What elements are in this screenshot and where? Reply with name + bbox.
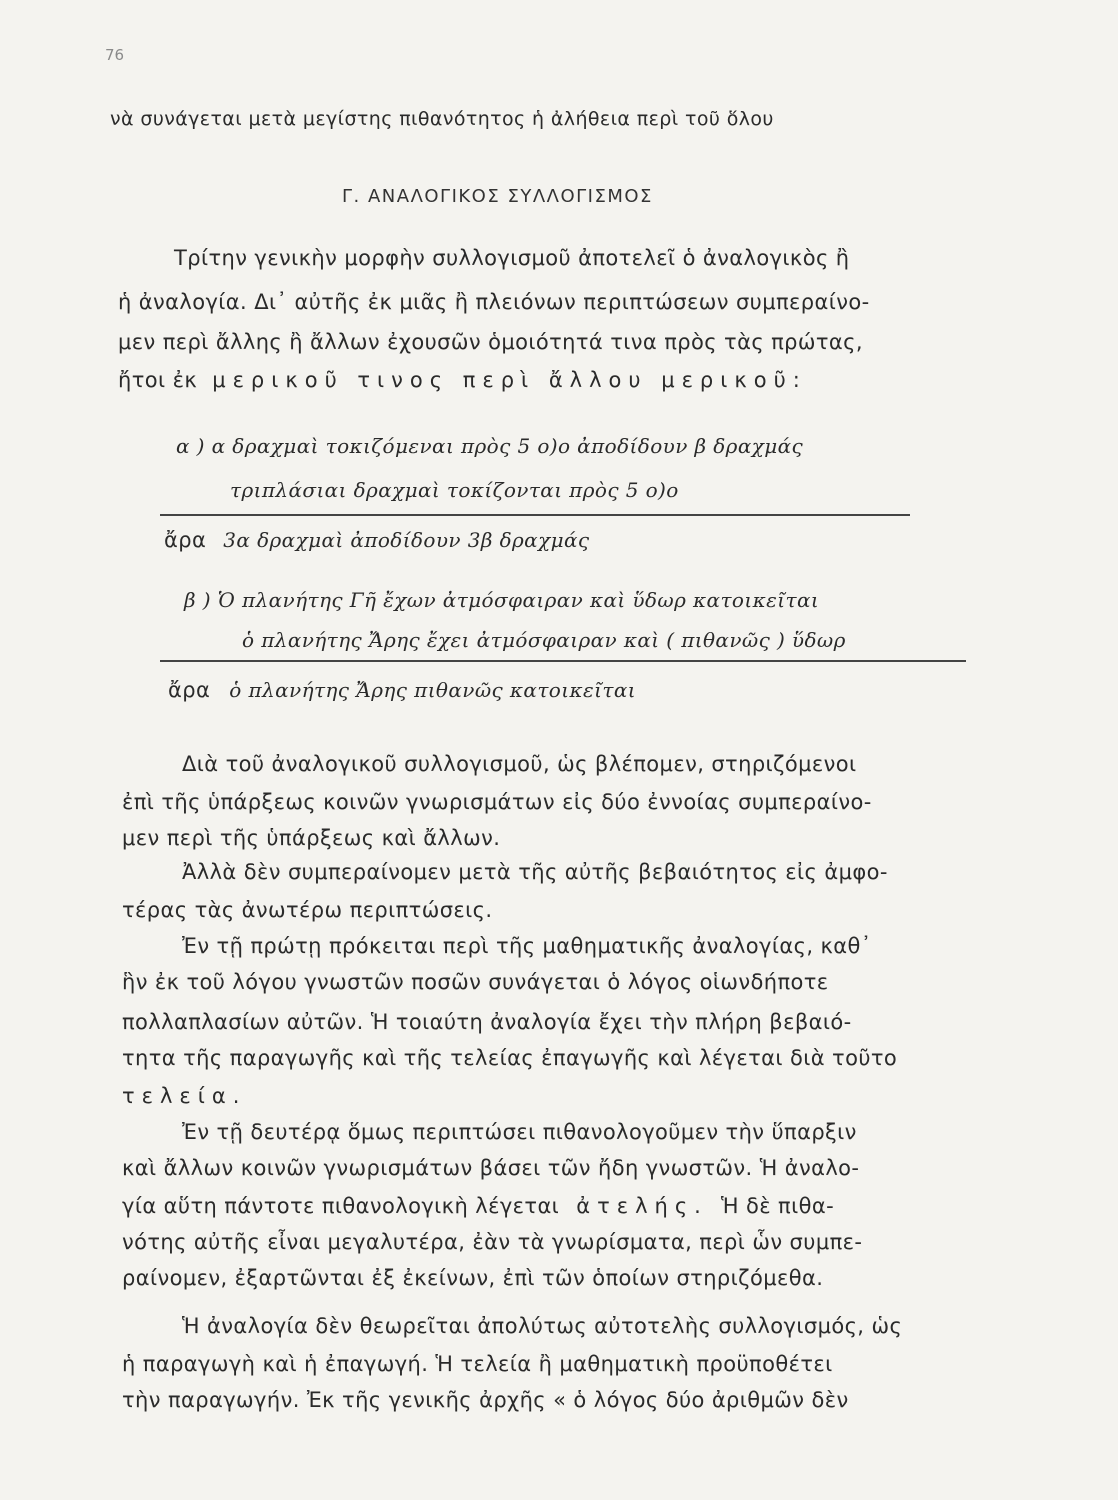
body-p2-line-1: Ἀλλὰ δὲν συμπεραίνομεν μετὰ τῆς αὐτῆς βεβαιότητος εἰς ἀμφο- (182, 860, 888, 884)
example-b-premise-1: β ) Ὁ πλανήτης Γῆ ἔχων ἀτμόσφαιραν καὶ ὕδωρ κατοικεῖται (184, 588, 820, 612)
body-p4-line-1: Ἐν τῇ δευτέρᾳ ὅμως περιπτώσει πιθανολογοῦμεν τὴν ὕπαρξιν (182, 1120, 857, 1144)
body-p4-line-4: νότης αὐτῆς εἶναι μεγαλυτέρα, ἐὰν τὰ γνωρίσματα, περὶ ὧν συμπε- (122, 1230, 863, 1254)
example-b-conclusion-prefix: ἄρα (168, 678, 211, 702)
body-p1-line-3: μεν περὶ τῆς ὑπάρξεως καὶ ἄλλων. (122, 826, 501, 850)
body-p3-line-1: Ἐν τῇ πρώτῃ πρόκειται περὶ τῆς μαθηματικῆς ἀναλογίας, καθ᾽ (182, 934, 872, 958)
example-b-conclusion (168, 678, 636, 702)
body-p5-line-1: Ἡ ἀναλογία δὲν θεωρεῖται ἀπολύτως αὐτοτελὴς συλλογισμός, ὡς (182, 1314, 903, 1338)
page-number: 76 (105, 46, 125, 64)
body-p3-line-2: ἣν ἐκ τοῦ λόγου γνωστῶν ποσῶν συνάγεται ὁ λόγος οἱωνδήποτε (122, 970, 829, 994)
intro-line-4-spaced: μερικοῦ τινος περὶ ἄλλου μερικοῦ: (212, 368, 807, 392)
intro-line-4-start: ἤτοι ἐκ (118, 368, 198, 392)
intro-line-4 (118, 368, 807, 392)
example-b-divider (160, 660, 966, 662)
body-p2-line-2: τέρας τὰς ἀνωτέρω περιπτώσεις. (122, 898, 493, 922)
top-line: νὰ συνάγεται μετὰ μεγίστης πιθανότητος ἡ ἀλήθεια περὶ τοῦ ὅλου (110, 108, 774, 130)
body-p4-line-2: καὶ ἄλλων κοινῶν γνωρισμάτων βάσει τῶν ἤδη γνωστῶν. Ἡ ἀναλο- (122, 1156, 860, 1180)
intro-line-3: μεν περὶ ἄλλης ἢ ἄλλων ἐχουσῶν ὁμοιότητά τινα πρὸς τὰς πρώτας, (118, 330, 863, 354)
body-p4-line-3-spaced: ἀτελής. (576, 1194, 708, 1218)
intro-line-2: ἡ ἀναλογία. Δι᾽ αὐτῆς ἐκ μιᾶς ἢ πλειόνων περιπτώσεων συμπεραίνο- (118, 290, 870, 314)
example-b-premise-2: ὁ πλανήτης Ἄρης ἔχει ἀτμόσφαιραν καὶ ( πιθανῶς ) ὕδωρ (242, 628, 846, 652)
example-a-conclusion-text: 3α δραχμαὶ ἀποδίδουν 3β δραχμάς (223, 528, 590, 552)
body-p3-line-5: τελεία. (122, 1084, 247, 1108)
body-p5-line-3: τὴν παραγωγήν. Ἐκ τῆς γενικῆς ἀρχῆς « ὁ λόγος δύο ἀριθμῶν δὲν (122, 1388, 849, 1412)
body-p4-line-3-start: γία αὕτη πάντοτε πιθανολογικὴ λέγεται (122, 1194, 560, 1218)
body-p4-line-3 (122, 1194, 834, 1218)
body-p4-line-3-end: Ἡ δὲ πιθα- (720, 1194, 835, 1218)
body-p4-line-5: ραίνομεν, ἐξαρτῶνται ἐξ ἐκείνων, ἐπὶ τῶν ὁποίων στηριζόμεθα. (122, 1266, 824, 1290)
example-a-conclusion-prefix: ἄρα (164, 528, 207, 552)
intro-line-1: Τρίτην γενικὴν μορφὴν συλλογισμοῦ ἀποτελεῖ ὁ ἀναλογικὸς ἢ (174, 246, 850, 270)
example-a-divider (160, 514, 910, 516)
body-p3-line-3: πολλαπλασίων αὐτῶν. Ἡ τοιαύτη ἀναλογία ἔχει τὴν πλήρη βεβαιό- (122, 1010, 852, 1034)
section-heading: Γ. ΑΝΑΛΟΓΙΚΟΣ ΣΥΛΛΟΓΙΣΜΟΣ (342, 186, 653, 207)
example-a-conclusion (164, 528, 590, 552)
example-a-premise-2: τριπλάσιαι δραχμαὶ τοκίζονται πρὸς 5 ο)ο (230, 478, 679, 502)
body-p1-line-2: ἐπὶ τῆς ὑπάρξεως κοινῶν γνωρισμάτων εἰς δύο ἐννοίας συμπεραίνο- (122, 790, 872, 814)
example-b-conclusion-text: ὁ πλανήτης Ἄρης πιθανῶς κατοικεῖται (229, 678, 636, 702)
body-p1-line-1: Διὰ τοῦ ἀναλογικοῦ συλλογισμοῦ, ὡς βλέπομεν, στηριζόμενοι (182, 752, 857, 776)
body-p3-line-4: τητα τῆς παραγωγῆς καὶ τῆς τελείας ἐπαγωγῆς καὶ λέγεται διὰ τοῦτο (122, 1046, 898, 1070)
example-a-premise-1: α ) α δραχμαὶ τοκιζόμεναι πρὸς 5 ο)ο ἀποδίδουν β δραχμάς (176, 434, 804, 458)
body-p5-line-2: ἡ παραγωγὴ καὶ ἡ ἐπαγωγή. Ἡ τελεία ἢ μαθηματικὴ προϋποθέτει (122, 1352, 833, 1376)
